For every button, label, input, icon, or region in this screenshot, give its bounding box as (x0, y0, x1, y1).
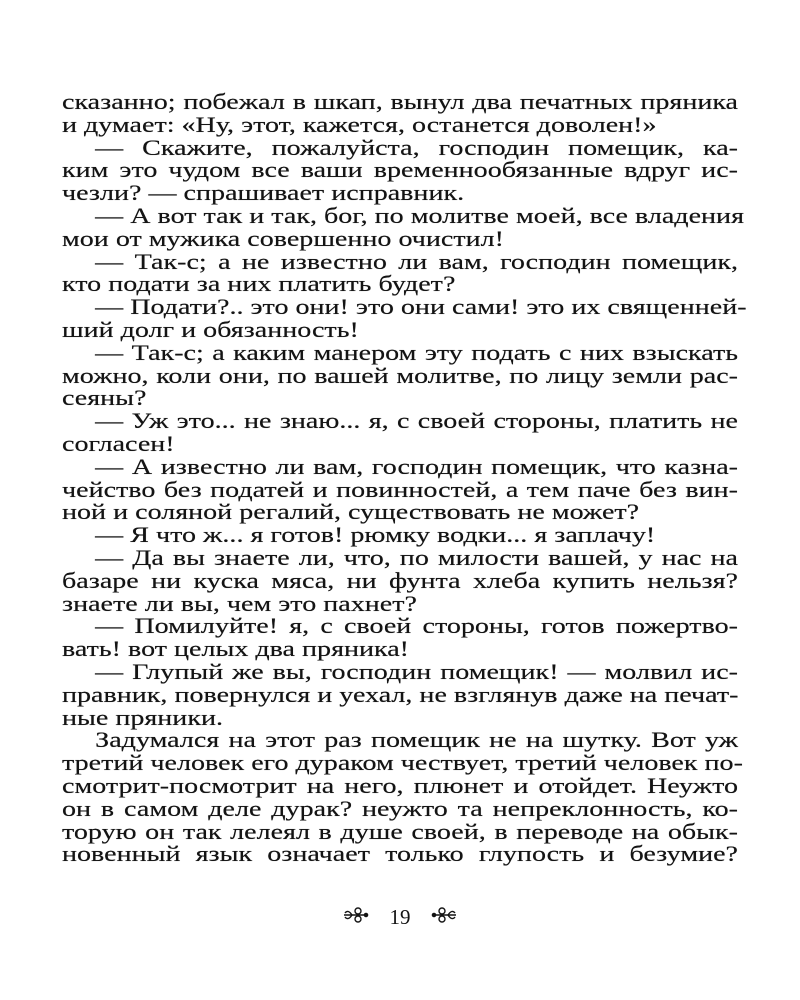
text-line: новенный язык означает только глупость и безумие? (62, 841, 739, 867)
text-line: сеяны? (62, 385, 147, 411)
text-line: — Да вы знаете ли, что, по милости вашей, у нас на (95, 544, 739, 570)
text-line: Задумался на этот раз помещик не на шутку. Вот уж (95, 727, 739, 753)
text-line: третий человек его дураком чествует, третий человек по- (62, 750, 743, 776)
text-line: чейство без податей и повинностей, а тем паче без вин- (62, 476, 739, 502)
text-line: базаре ни куска мяса, ни фунта хлеба купить нельзя? (62, 567, 739, 593)
text-line: и думает: «Ну, этот, кажется, останется доволен!» (62, 111, 657, 137)
ornament-left-icon (328, 905, 384, 930)
text-line: торую он так лелеял в душе своей, в переводе на обык- (62, 818, 739, 844)
text-line: правник, повернулся и уехал, не взглянув даже на печат- (62, 681, 739, 707)
text-line: ной и соляной регалий, существовать не может? (62, 499, 640, 525)
text-line: — А известно ли вам, господин помещик, что казна- (95, 453, 739, 479)
text-line: — Скажите, пожалуйста, господин помещик, ка- (95, 134, 739, 160)
text-line: он в самом деле дурак? неужто та непреклонность, ко- (62, 795, 739, 821)
text-line: ший долг и обязанность! (62, 316, 359, 342)
text-line: — Я что ж... я готов! рюмку водки... я заплачу! (95, 522, 656, 548)
text-line: кто подати за них платить будет? (62, 271, 456, 297)
text-line: ные пряники. (62, 704, 224, 730)
text-line: сказанно; побежал в шкап, вынул два печатных пряника (62, 89, 739, 114)
text-line: — Уж это... не знаю... я, с своей стороны, платить не (95, 408, 739, 434)
text-line: ким это чудом все ваши временнообязанные вдруг ис- (62, 157, 739, 183)
page-footer (0, 903, 800, 930)
text-line: вать! вот целых два пряника! (62, 636, 410, 662)
text-line: мои от мужика совершенно очистил! (62, 225, 504, 251)
text-line: согласен! (62, 430, 175, 456)
text-line: чезли? — спрашивает исправник. (62, 180, 465, 206)
text-line: — Глупый же вы, господин помещик! — молвил ис- (95, 658, 739, 684)
text-line: — Так-с; а каким манером эту подать с них взыскать (95, 339, 739, 365)
text-line: можно, коли они, по вашей молитве, по лицу земли рас- (62, 362, 739, 388)
text-line: — Помилуйте! я, с своей стороны, готов пожертво- (95, 613, 739, 639)
text-line: знаете ли вы, чем это пахнет? (62, 590, 417, 616)
page-body-text (62, 89, 747, 867)
text-line: — Так-с; а не известно ли вам, господин помещик, (95, 248, 739, 274)
page-number: 19 (389, 904, 411, 929)
ornament-right-icon (416, 905, 472, 930)
text-line: — А вот так и так, бог, по молитве моей, все владения (95, 202, 744, 228)
text-line: смотрит-посмотрит на него, плюнет и отойдет. Неужто (62, 772, 739, 798)
text-line: — Подати?.. это они! это они сами! это их священней- (95, 294, 747, 320)
